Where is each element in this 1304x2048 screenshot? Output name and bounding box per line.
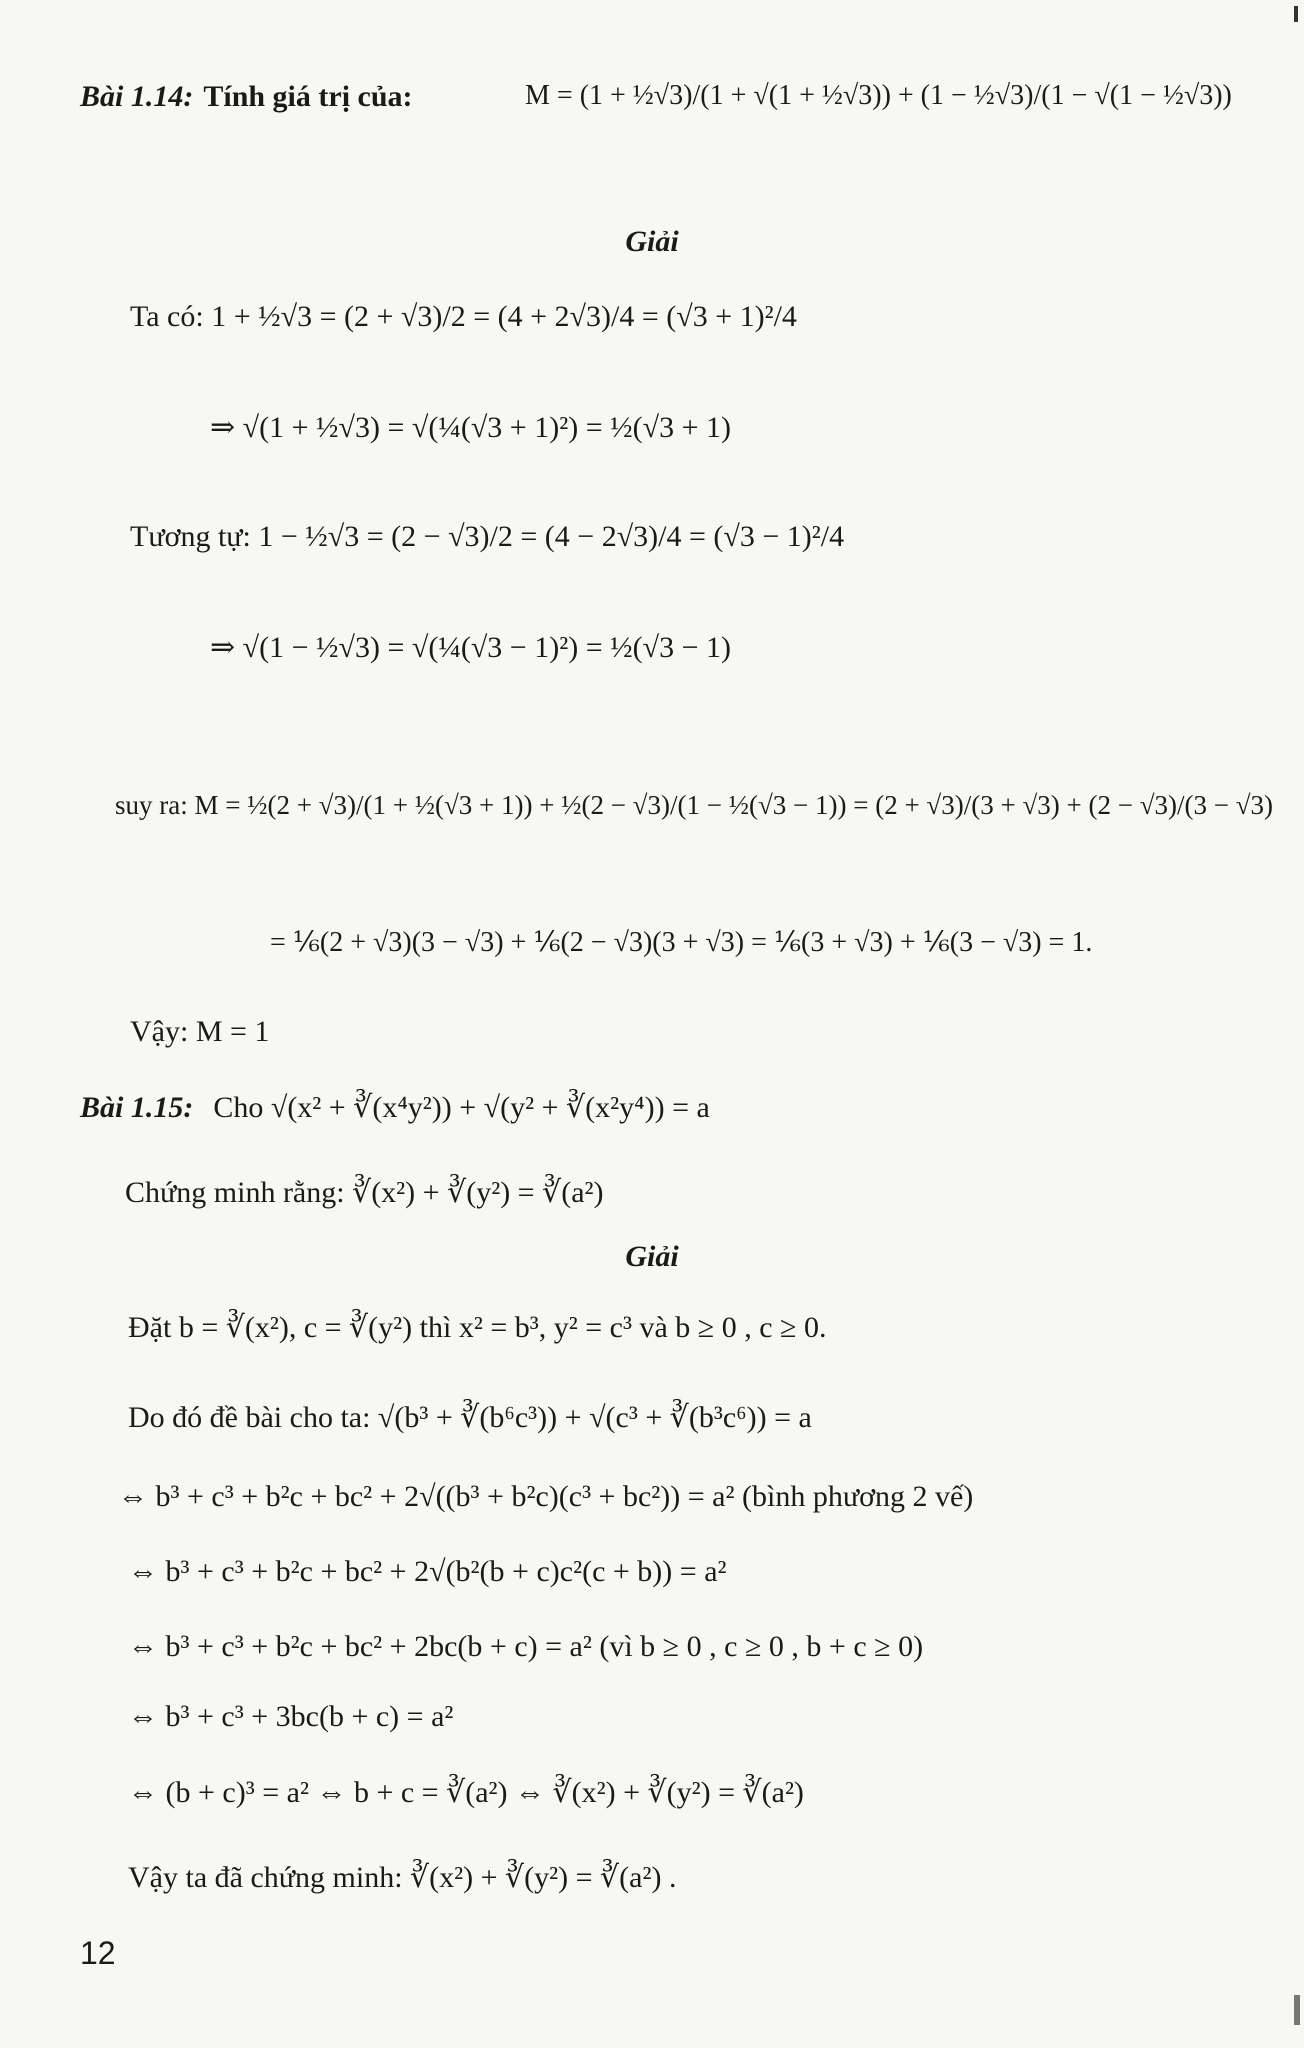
page-number: 12: [80, 1935, 116, 1971]
solution-line: Tương tự: 1 − ½√3 = (2 − √3)/2 = (4 − 2√3)/4 = (√3 − 1)²/4: [130, 520, 845, 553]
solution-title: Giải: [625, 225, 679, 258]
problem-given: Cho √(x² + ∛(x⁴y²)) + √(y² + ∛(x²y⁴)) = a: [213, 1091, 710, 1124]
problem-prove: Chứng minh rằng: ∛(x²) + ∛(y²) = ∛(a²): [125, 1176, 604, 1209]
solution-line: ⇔ b³ + c³ + b²c + bc² + 2√(b²(b + c)c²(c + b)) = a²: [128, 1555, 727, 1588]
problem-label: Bài 1.15:: [80, 1090, 194, 1124]
problem-1-15: [80, 1090, 710, 1125]
solution-line: ⇔ b³ + c³ + 3bc(b + c) = a²: [128, 1700, 454, 1733]
solution-line: ⇒ √(1 − ½√3) = √(¼(√3 − 1)²) = ½(√3 − 1): [210, 631, 731, 664]
problem-1-14-expression: M = (1 + ½√3)/(1 + √(1 + ½√3)) + (1 − ½√3)/(1 − √(1 − ½√3)): [525, 80, 1232, 111]
solution-line: ⇔ (b + c)³ = a² ⇔ b + c = ∛(a²) ⇔ ∛(x²) + ∛(y²) = ∛(a²): [128, 1776, 804, 1809]
problem-label: Bài 1.14:: [80, 80, 194, 113]
scan-artifact: [1294, 6, 1298, 22]
solution-line: ⇒ √(1 + ½√3) = √(¼(√3 + 1)²) = ½(√3 + 1): [210, 411, 731, 444]
solution-title: Giải: [625, 1240, 679, 1273]
solution-line: ⇔ b³ + c³ + b²c + bc² + 2bc(b + c) = a² (vì b ≥ 0 , c ≥ 0 , b + c ≥ 0): [128, 1630, 924, 1663]
solution-line: Ta có: 1 + ½√3 = (2 + √3)/2 = (4 + 2√3)/4 = (√3 + 1)²/4: [130, 300, 797, 333]
conclusion: Vậy: M = 1: [130, 1015, 270, 1048]
scan-artifact: [1294, 1995, 1300, 2025]
problem-1-14: [80, 80, 413, 114]
solution-line: Đặt b = ∛(x²), c = ∛(y²) thì x² = b³, y² = c³ và b ≥ 0 , c ≥ 0.: [128, 1311, 827, 1344]
solution-line: = ⅙(2 + √3)(3 − √3) + ⅙(2 − √3)(3 + √3) = ⅙(3 + √3) + ⅙(3 − √3) = 1.: [270, 927, 1093, 958]
solution-line: Do đó đề bài cho ta: √(b³ + ∛(b⁶c³)) + √(c³ + ∛(b³c⁶)) = a: [128, 1401, 812, 1434]
solution-line: ⇔ b³ + c³ + b²c + bc² + 2√((b³ + b²c)(c³ + bc²)) = a² (bình phương 2 vế): [118, 1480, 974, 1513]
problem-prompt: Tính giá trị của:: [203, 80, 413, 113]
conclusion: Vậy ta đã chứng minh: ∛(x²) + ∛(y²) = ∛(a²) .: [128, 1861, 677, 1894]
solution-line: suy ra: M = ½(2 + √3)/(1 + ½(√3 + 1)) + ½(2 − √3)/(1 − ½(√3 − 1)) = (2 + √3)/(3 + √3) + (2 − √3)/(3 − √3): [115, 790, 1274, 820]
